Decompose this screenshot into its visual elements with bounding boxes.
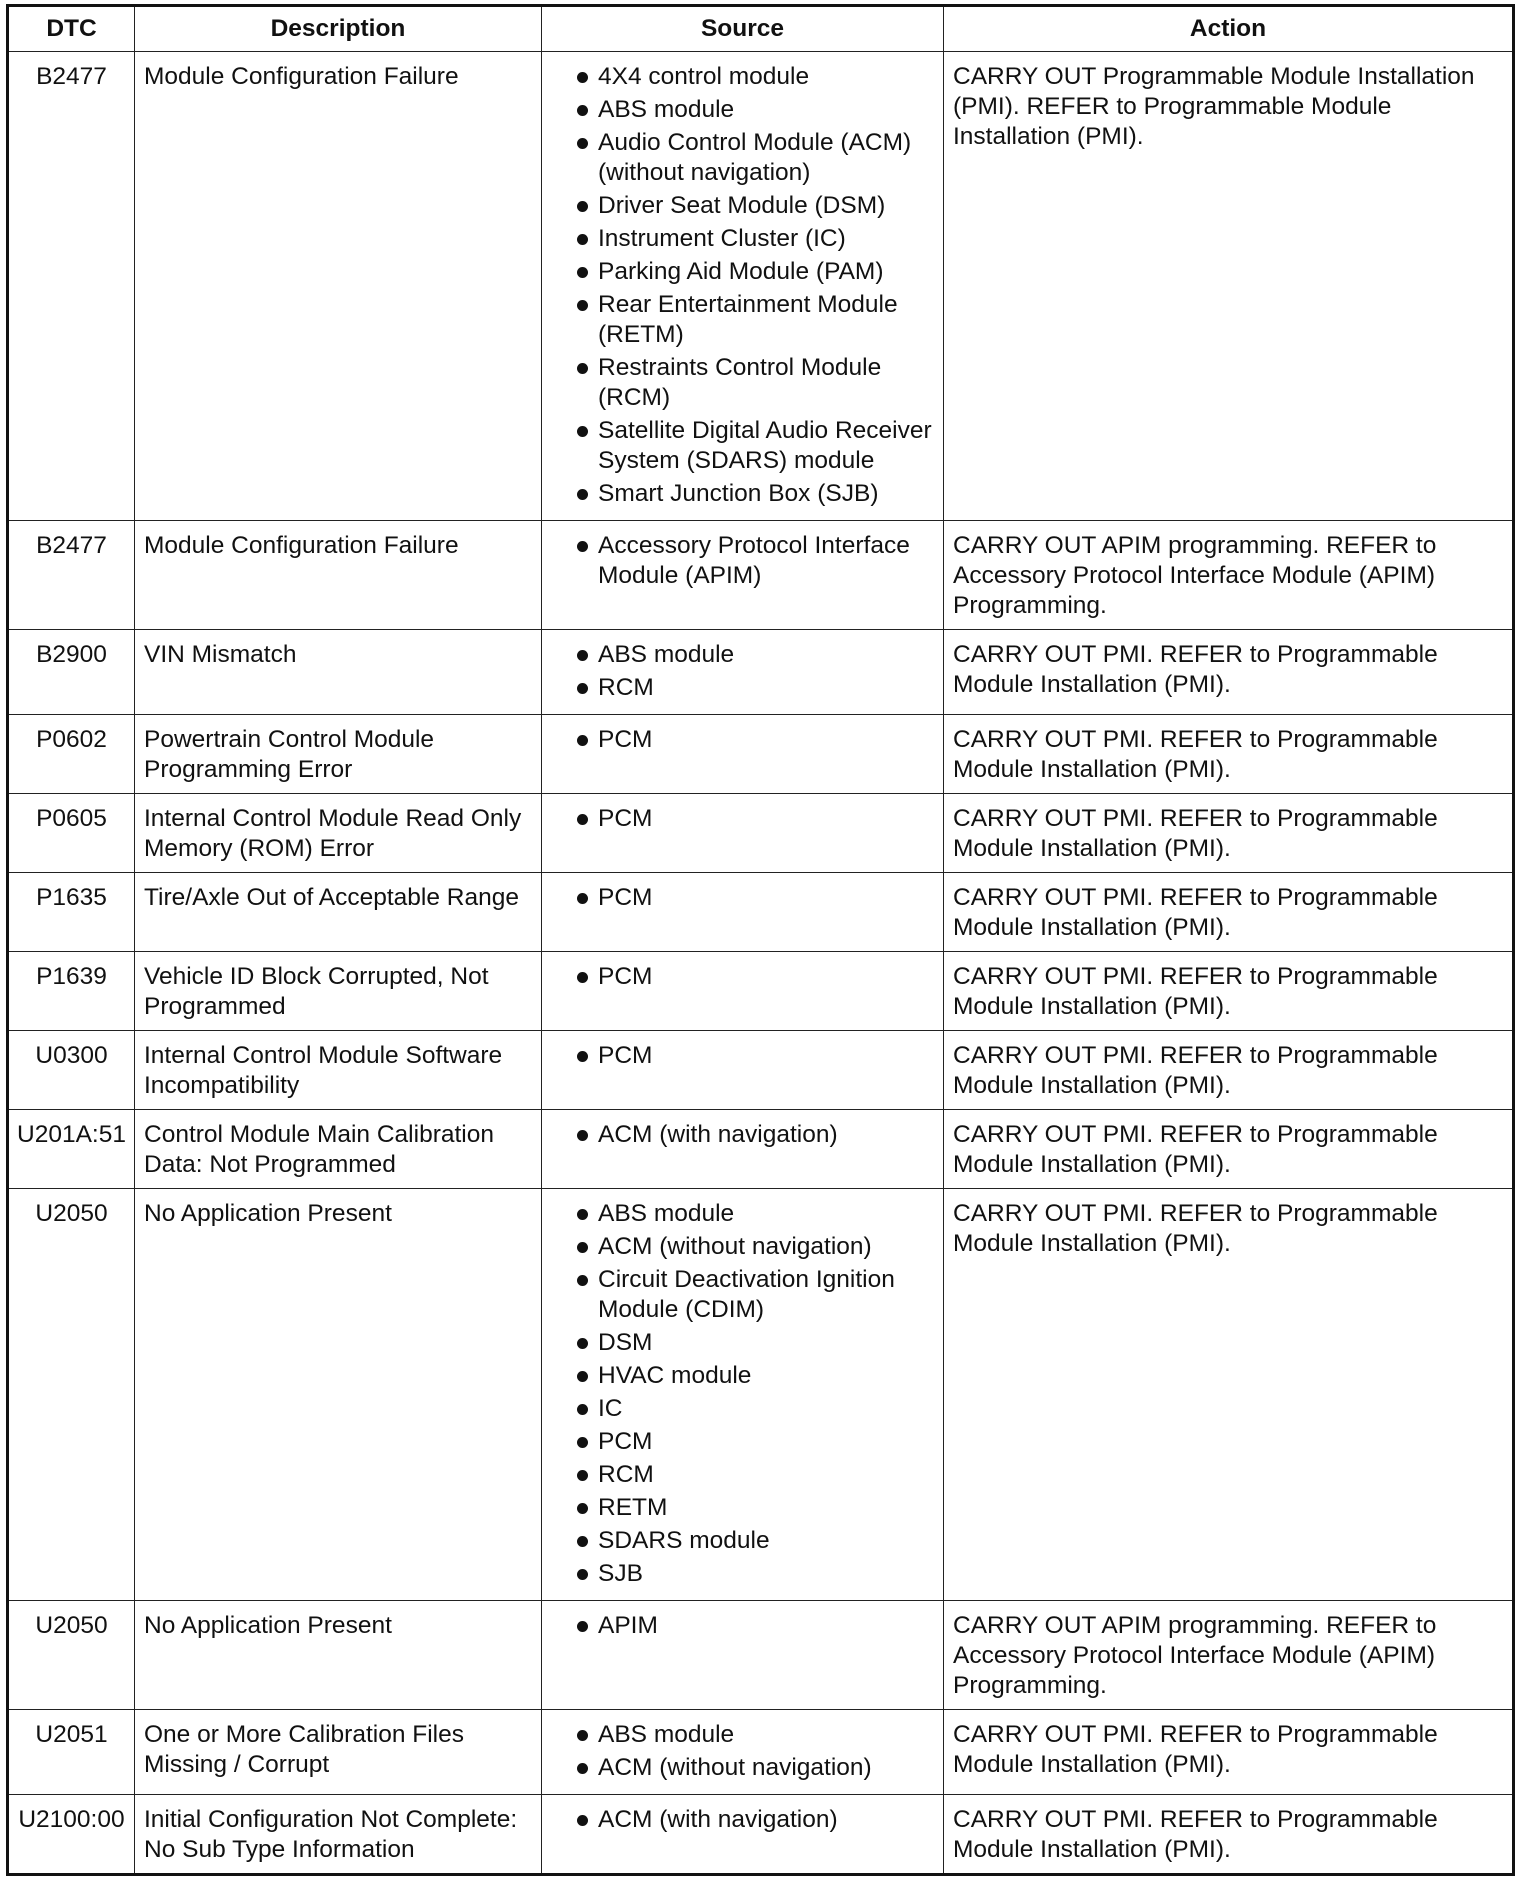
bullet-icon: [577, 489, 588, 500]
source-item-label: IC: [598, 1395, 623, 1422]
source-list: [551, 531, 935, 591]
source-item-label: RCM: [598, 1461, 654, 1488]
dtc-source: [542, 794, 944, 873]
source-item: [551, 257, 935, 287]
source-item: [551, 1041, 935, 1071]
dtc-code: U2051: [8, 1710, 135, 1795]
table-row: [8, 1031, 1514, 1110]
header-row: [8, 6, 1514, 52]
source-item-label: PCM: [598, 884, 653, 911]
bullet-icon: [577, 541, 588, 552]
dtc-action: CARRY OUT PMI. REFER to Programmable Module Installation (PMI).: [944, 1710, 1514, 1795]
bullet-icon: [577, 972, 588, 983]
dtc-description: VIN Mismatch: [135, 630, 542, 715]
bullet-icon: [577, 893, 588, 904]
bullet-icon: [577, 267, 588, 278]
dtc-source: [542, 952, 944, 1031]
table-row: [8, 873, 1514, 952]
dtc-description: No Application Present: [135, 1601, 542, 1710]
bullet-icon: [577, 1730, 588, 1741]
bullet-icon: [577, 1503, 588, 1514]
dtc-code: B2477: [8, 521, 135, 630]
source-list: [551, 1611, 935, 1641]
dtc-action: CARRY OUT PMI. REFER to Programmable Module Installation (PMI).: [944, 630, 1514, 715]
source-item: [551, 883, 935, 913]
source-item-label: APIM: [598, 1612, 658, 1639]
dtc-code: P1639: [8, 952, 135, 1031]
dtc-description: Control Module Main Calibration Data: Not Programmed: [135, 1110, 542, 1189]
bullet-icon: [577, 683, 588, 694]
source-item-label: ABS module: [598, 1721, 735, 1748]
source-item-label: ACM (with navigation): [598, 1806, 838, 1833]
source-item-label: PCM: [598, 963, 653, 990]
bullet-icon: [577, 1536, 588, 1547]
bullet-icon: [577, 426, 588, 437]
dtc-source: [542, 1710, 944, 1795]
source-item-label: PCM: [598, 726, 653, 753]
dtc-description: Vehicle ID Block Corrupted, Not Programmed: [135, 952, 542, 1031]
table-row: [8, 1795, 1514, 1875]
bullet-icon: [577, 1275, 588, 1286]
dtc-action: CARRY OUT PMI. REFER to Programmable Module Installation (PMI).: [944, 873, 1514, 952]
dtc-description: Powertrain Control Module Programming Error: [135, 715, 542, 794]
dtc-source: [542, 715, 944, 794]
source-item-label: Satellite Digital Audio Receiver System (SDARS) module: [598, 417, 932, 474]
bullet-icon: [577, 363, 588, 374]
source-item-label: Smart Junction Box (SJB): [598, 480, 879, 507]
source-list: [551, 725, 935, 755]
source-item-label: ABS module: [598, 96, 735, 123]
source-item-label: Driver Seat Module (DSM): [598, 192, 886, 219]
table-row: [8, 794, 1514, 873]
dtc-source: [542, 1795, 944, 1875]
dtc-action: CARRY OUT PMI. REFER to Programmable Module Installation (PMI).: [944, 1795, 1514, 1875]
source-item-label: ACM (with navigation): [598, 1121, 838, 1148]
source-item-label: Instrument Cluster (IC): [598, 225, 846, 252]
bullet-icon: [577, 72, 588, 83]
source-item-label: HVAC module: [598, 1362, 752, 1389]
dtc-code: B2477: [8, 52, 135, 521]
source-item: [551, 531, 935, 591]
source-item-label: SDARS module: [598, 1527, 770, 1554]
dtc-action: CARRY OUT APIM programming. REFER to Accessory Protocol Interface Module (APIM) Programming.: [944, 1601, 1514, 1710]
bullet-icon: [577, 650, 588, 661]
header-dtc: DTC: [8, 6, 135, 52]
dtc-action: CARRY OUT Programmable Module Installation (PMI). REFER to Programmable Module Installation (PMI).: [944, 52, 1514, 521]
bullet-icon: [577, 1242, 588, 1253]
dtc-action: CARRY OUT APIM programming. REFER to Accessory Protocol Interface Module (APIM) Programming.: [944, 521, 1514, 630]
dtc-action: CARRY OUT PMI. REFER to Programmable Module Installation (PMI).: [944, 1031, 1514, 1110]
source-item-label: ABS module: [598, 641, 735, 668]
bullet-icon: [577, 300, 588, 311]
source-item: [551, 1611, 935, 1641]
header-action: Action: [944, 6, 1514, 52]
source-item: [551, 62, 935, 92]
source-item-label: PCM: [598, 1428, 653, 1455]
source-item: [551, 1559, 935, 1589]
source-item: [551, 1265, 935, 1325]
dtc-description: Internal Control Module Read Only Memory (ROM) Error: [135, 794, 542, 873]
dtc-source: [542, 630, 944, 715]
source-list: [551, 1199, 935, 1589]
source-item-label: RETM: [598, 1494, 668, 1521]
dtc-source: [542, 1110, 944, 1189]
source-item-label: Accessory Protocol Interface Module (APIM): [598, 532, 910, 589]
source-item: [551, 725, 935, 755]
table-row: [8, 52, 1514, 521]
source-item-label: Rear Entertainment Module (RETM): [598, 291, 898, 348]
dtc-action: CARRY OUT PMI. REFER to Programmable Module Installation (PMI).: [944, 952, 1514, 1031]
dtc-description: Initial Configuration Not Complete: No Sub Type Information: [135, 1795, 542, 1875]
source-item: [551, 1120, 935, 1150]
source-item: [551, 95, 935, 125]
source-item: [551, 128, 935, 188]
table-row: [8, 521, 1514, 630]
bullet-icon: [577, 1621, 588, 1632]
dtc-description: Module Configuration Failure: [135, 52, 542, 521]
bullet-icon: [577, 1404, 588, 1415]
dtc-code: U0300: [8, 1031, 135, 1110]
source-list: [551, 804, 935, 834]
dtc-source: [542, 521, 944, 630]
source-item-label: PCM: [598, 1042, 653, 1069]
dtc-code: P1635: [8, 873, 135, 952]
dtc-action: CARRY OUT PMI. REFER to Programmable Module Installation (PMI).: [944, 1110, 1514, 1189]
table-body: [8, 52, 1514, 1875]
source-item: [551, 224, 935, 254]
dtc-code: U2050: [8, 1189, 135, 1601]
source-item-label: SJB: [598, 1560, 643, 1587]
dtc-description: No Application Present: [135, 1189, 542, 1601]
dtc-action: CARRY OUT PMI. REFER to Programmable Module Installation (PMI).: [944, 1189, 1514, 1601]
dtc-code: P0602: [8, 715, 135, 794]
source-item: [551, 1232, 935, 1262]
source-item: [551, 416, 935, 476]
bullet-icon: [577, 201, 588, 212]
table-row: [8, 1710, 1514, 1795]
dtc-code: U201A:51: [8, 1110, 135, 1189]
dtc-code: U2050: [8, 1601, 135, 1710]
source-item: [551, 353, 935, 413]
dtc-code: U2100:00: [8, 1795, 135, 1875]
bullet-icon: [577, 138, 588, 149]
dtc-action: CARRY OUT PMI. REFER to Programmable Module Installation (PMI).: [944, 794, 1514, 873]
dtc-action: CARRY OUT PMI. REFER to Programmable Module Installation (PMI).: [944, 715, 1514, 794]
bullet-icon: [577, 1371, 588, 1382]
bullet-icon: [577, 1130, 588, 1141]
source-item-label: Audio Control Module (ACM) (without navigation): [598, 129, 912, 186]
bullet-icon: [577, 105, 588, 116]
source-item-label: DSM: [598, 1329, 653, 1356]
bullet-icon: [577, 234, 588, 245]
source-item-label: Parking Aid Module (PAM): [598, 258, 884, 285]
source-list: [551, 1120, 935, 1150]
source-item: [551, 1394, 935, 1424]
source-list: [551, 883, 935, 913]
source-item-label: Restraints Control Module (RCM): [598, 354, 882, 411]
dtc-source: [542, 1189, 944, 1601]
dtc-description: Tire/Axle Out of Acceptable Range: [135, 873, 542, 952]
bullet-icon: [577, 1763, 588, 1774]
source-list: [551, 1041, 935, 1071]
source-item: [551, 1720, 935, 1750]
table-row: [8, 952, 1514, 1031]
bullet-icon: [577, 735, 588, 746]
source-item: [551, 290, 935, 350]
source-list: [551, 962, 935, 992]
table-row: [8, 715, 1514, 794]
dtc-code: B2900: [8, 630, 135, 715]
source-item: [551, 1199, 935, 1229]
dtc-description: Module Configuration Failure: [135, 521, 542, 630]
bullet-icon: [577, 1569, 588, 1580]
dtc-source: [542, 873, 944, 952]
dtc-table: [6, 4, 1515, 1876]
header-source: Source: [542, 6, 944, 52]
source-item: [551, 804, 935, 834]
source-list: [551, 62, 935, 509]
source-item-label: ABS module: [598, 1200, 735, 1227]
bullet-icon: [577, 1437, 588, 1448]
table-row: [8, 1601, 1514, 1710]
bullet-icon: [577, 1470, 588, 1481]
source-item-label: 4X4 control module: [598, 63, 810, 90]
bullet-icon: [577, 1051, 588, 1062]
source-item: [551, 1493, 935, 1523]
source-item-label: RCM: [598, 674, 654, 701]
source-item: [551, 479, 935, 509]
dtc-source: [542, 52, 944, 521]
dtc-code: P0605: [8, 794, 135, 873]
source-item: [551, 1328, 935, 1358]
source-item: [551, 1427, 935, 1457]
bullet-icon: [577, 814, 588, 825]
table-row: [8, 630, 1514, 715]
source-list: [551, 640, 935, 703]
source-item: [551, 1753, 935, 1783]
source-item: [551, 1526, 935, 1556]
header-description: Description: [135, 6, 542, 52]
source-list: [551, 1805, 935, 1835]
dtc-source: [542, 1601, 944, 1710]
source-item: [551, 1805, 935, 1835]
source-item: [551, 673, 935, 703]
source-item: [551, 1361, 935, 1391]
source-item: [551, 191, 935, 221]
dtc-description: One or More Calibration Files Missing / Corrupt: [135, 1710, 542, 1795]
source-item-label: ACM (without navigation): [598, 1233, 872, 1260]
source-item: [551, 1460, 935, 1490]
source-list: [551, 1720, 935, 1783]
dtc-source: [542, 1031, 944, 1110]
table-row: [8, 1189, 1514, 1601]
source-item: [551, 962, 935, 992]
source-item: [551, 640, 935, 670]
source-item-label: PCM: [598, 805, 653, 832]
bullet-icon: [577, 1815, 588, 1826]
dtc-description: Internal Control Module Software Incompatibility: [135, 1031, 542, 1110]
table-row: [8, 1110, 1514, 1189]
bullet-icon: [577, 1338, 588, 1349]
bullet-icon: [577, 1209, 588, 1220]
source-item-label: ACM (without navigation): [598, 1754, 872, 1781]
source-item-label: Circuit Deactivation Ignition Module (CDIM): [598, 1266, 895, 1323]
